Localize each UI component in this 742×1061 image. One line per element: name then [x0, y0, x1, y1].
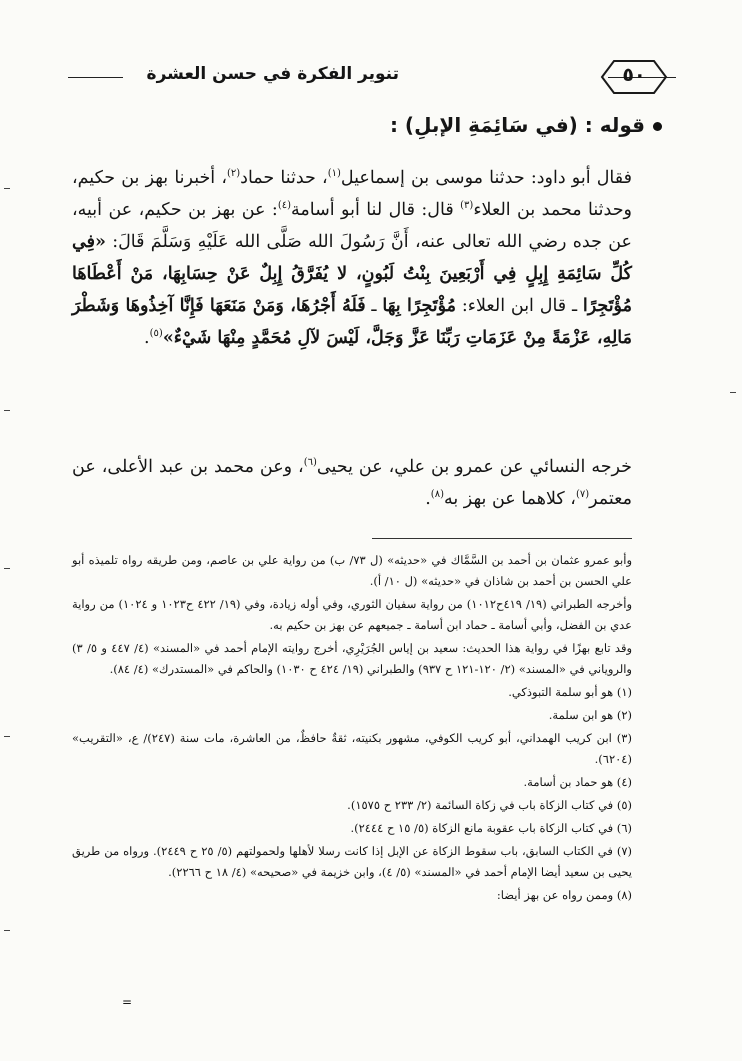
page-number-badge	[592, 58, 676, 96]
margin-tick	[4, 736, 10, 737]
footnote: (٥) في كتاب الزكاة باب في زكاة السائمة (٢/ ٢٣٣ ح ١٥٧٥).	[347, 798, 632, 812]
footnote: وأبو عمرو عثمان بن أحمد بن السَّمَّاك في «حديثه» (ل ٧٣/ ب) من رواية علي بن عاصم، ومن طريقه رواه تلميذه أبو علي الحسن بن أحمد بن شاذان في «حديثه» (ل ١٠/ أ).	[72, 553, 633, 588]
section-heading-text: قوله : (في سَائِمَةِ الإبلِ) :	[389, 113, 645, 137]
header-rule-left	[68, 77, 123, 78]
footnote: (١) هو أبو سلمة التبوذكي.	[508, 685, 632, 699]
margin-tick	[4, 930, 10, 931]
body-paragraph-1: فقال أبو داود: حدثنا موسى بن إسماعيل$^{(١)}$، حدثنا حماد$^{(٢)}$، أخبرنا بهز بن حكيم، وحدثنا محمد بن العلاء$^{(٣)}$ قال: قال لنا أبو أسامة$^{(٤)}$: عن بهز بن حكيم، عن أبيه، عن جده رضي الله تعالى عنه، أَنَّ رَسُولَ الله صَلَّى الله عَلَيْهِ وَسَلَّمَ قَالَ: «فِي كُلِّ سَائِمَةِ إِبِلٍ فِي أَرْبَعِينَ بِنْتُ لَبُونٍ، لا يُفَرَّقُ إِبِلٌ عَنْ حِسَابِهَا، مَنْ أَعْطَاهَا مُؤْتَجِرًا ـ قال ابن العلاء: مُؤْتَجِرًا بِهَا ـ فَلَهُ أَجْرُهَا، وَمَنْ مَنَعَهَا فَإِنَّا آخِذُوهَا وَشَطْرَ مَالِهِ، عَزْمَةً مِنْ عَزَمَاتِ رَبِّنَا عَزَّ وَجَلَّ، لَيْسَ لآلِ مُحَمَّدٍ مِنْهَا شَيْءٌ»$^{(٥)}$.	[72, 168, 632, 348]
margin-tick	[4, 568, 10, 569]
page-number: ٥٠	[622, 64, 646, 86]
footnote: (٨) وممن رواه عن بهز أيضا:	[496, 888, 632, 902]
margin-tick	[730, 392, 736, 393]
bullet-icon	[653, 122, 662, 131]
footnotes	[72, 550, 632, 908]
footnote: وقد تابع بهزًا في رواية هذا الحديث: سعيد بن إياس الجُرَيْرِي، أخرج روايته الإمام أحمد في «المسند» (٤/ ٤٤٧ و ٥/ ٣) والروياني في «المسند» (٢/ ١٢٠-١٢١ ح ٩٣٧) والطبراني (١٩/ ٤٢٤ ح ١٠٣٠) والحاكم في «المستدرك» (٤/ ٨٤).	[72, 641, 632, 676]
running-header	[68, 58, 676, 96]
footnote: (٦) في كتاب الزكاة باب عقوبة مانع الزكاة (٥/ ١٥ ح ٢٤٤٤).	[350, 821, 632, 835]
footnote: (٤) هو حماد بن أسامة.	[523, 775, 632, 789]
section-heading	[102, 113, 662, 137]
margin-tick	[4, 188, 10, 189]
page-end-mark: =	[121, 995, 132, 1009]
body-paragraph-2: خرجه النسائي عن عمرو بن علي، عن يحيى$^{(٦)}$، وعن محمد بن عبد الأعلى، عن معتمر$^{(٧)}$، كلاهما عن بهز به$^{(٨)}$.	[72, 457, 632, 509]
footnote: (٣) ابن كريب الهمداني، أبو كريب الكوفي، مشهور بكنيته، ثقةٌ حافظٌ، من العاشرة، مات سنة (٢٤٧)/ ع، «التقريب» (٦٢٠٤).	[72, 731, 632, 766]
footnote: وأخرجه الطبراني (١٩/ ٤١٩ح١٠١٢) من رواية سفيان الثوري، وفي أوله زيادة، وفي (١٩/ ٤٢٢ ح١٠٢٣ و ١٠٢٤) من رواية عدي بن الفضل، وأبي أسامة ـ حماد ابن أسامة ـ جميعهم عن بهز بن حكيم به.	[72, 597, 632, 632]
footnote: (٢) هو ابن سلمة.	[548, 708, 632, 722]
footnote: (٧) في الكتاب السابق، باب سقوط الزكاة عن الإبل إذا كانت رسلا لأهلها ولحمولتهم (٥/ ٢٥ ح ٢٤٤٩). ورواه من طريق يحيى بن سعيد أيضا الإمام أحمد في «المسند» (٥/ ٤)، وابن خزيمة في «صحيحه» (٤/ ١٨ ح ٢٢٦٦).	[72, 844, 633, 879]
book-title: تنوير الفكرة في حسن العشرة	[146, 64, 399, 84]
margin-tick	[4, 410, 10, 411]
footnote-separator	[372, 538, 632, 539]
